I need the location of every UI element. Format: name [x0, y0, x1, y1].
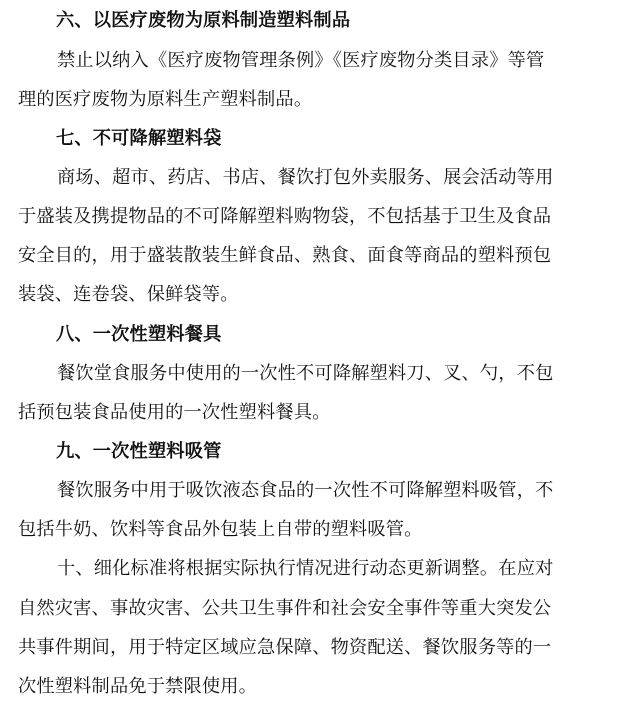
paragraph-line: 十、细化标准将根据实际执行情况进行动态更新调整。在应对 — [57, 558, 554, 579]
paragraph-line: 包括牛奶、饮料等食品外包装上自带的塑料吸管。 — [18, 519, 423, 540]
paragraph-line: 安全目的，用于盛装散装生鲜食品、熟食、面食等商品的塑料预包 — [18, 245, 552, 266]
paragraph-line: 括预包装食品使用的一次性塑料餐具。 — [18, 402, 331, 423]
section-heading-7: 七、不可降解塑料袋 — [56, 128, 222, 149]
paragraph-line: 装袋、连卷袋、保鲜袋等。 — [18, 284, 239, 305]
section-heading-6: 六、以医疗废物为原料制造塑料制品 — [56, 10, 351, 31]
section-heading-8: 八、一次性塑料餐具 — [56, 324, 222, 345]
paragraph-line: 餐饮堂食服务中使用的一次性不可降解塑料刀、叉、勺，不包 — [57, 363, 554, 384]
paragraph-line: 于盛装及携提物品的不可降解塑料购物袋，不包括基于卫生及食品 — [18, 206, 552, 227]
paragraph-line: 餐饮服务中用于吸饮液态食品的一次性不可降解塑料吸管，不 — [57, 480, 554, 501]
paragraph-line: 禁止以纳入《医疗废物管理条例》《医疗废物分类目录》等管 — [57, 50, 545, 71]
paragraph-line: 共事件期间，用于特定区域应急保障、物资配送、餐饮服务等的一 — [18, 637, 552, 658]
section-heading-9: 九、一次性塑料吸管 — [56, 441, 222, 462]
paragraph-line: 商场、超市、药店、书店、餐饮打包外卖服务、展会活动等用 — [57, 167, 554, 188]
paragraph-line: 次性塑料制品免于禁限使用。 — [18, 676, 258, 697]
paragraph-line: 自然灾害、事故灾害、公共卫生事件和社会安全事件等重大突发公 — [18, 598, 552, 619]
paragraph-line: 理的医疗废物为原料生产塑料制品。 — [18, 89, 313, 110]
